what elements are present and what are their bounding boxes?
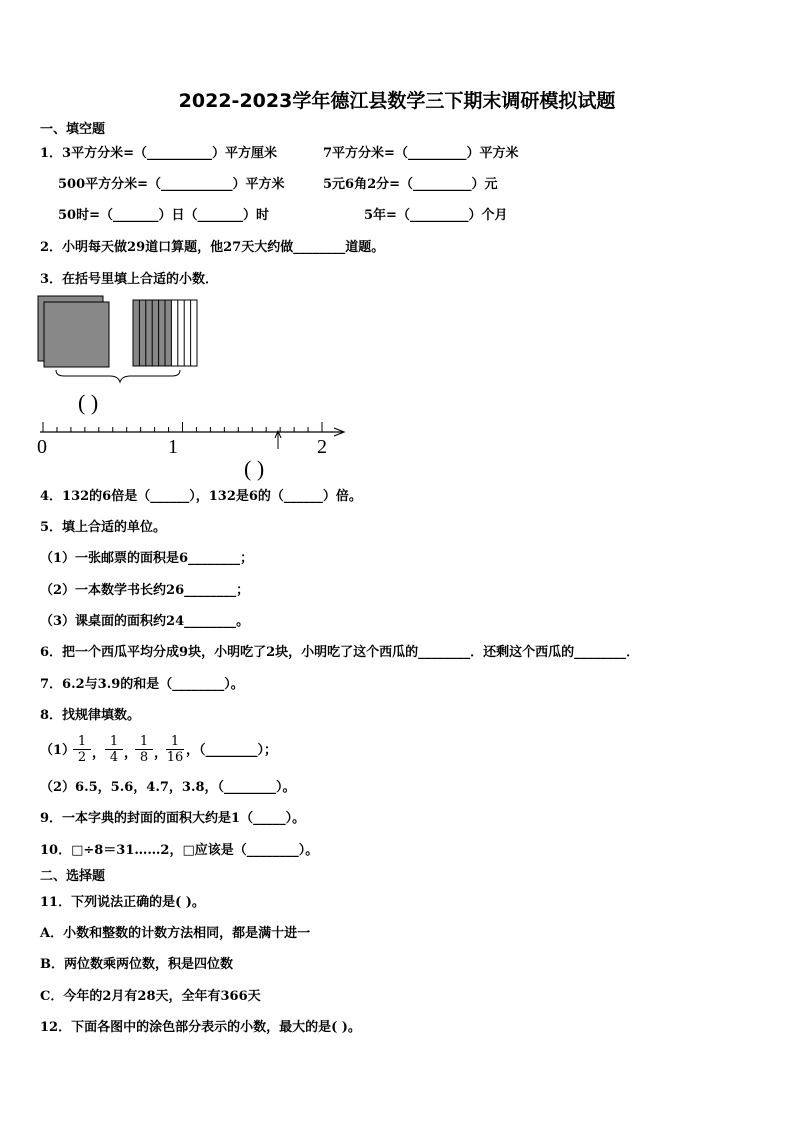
comma: ， bbox=[92, 746, 106, 761]
comma: ， bbox=[124, 746, 138, 761]
q12-text: 12．下面各图中的涂色部分表示的小数，最大的是( )。 bbox=[40, 1020, 361, 1035]
q5-text: 5．填上合适的单位。 bbox=[40, 520, 167, 535]
q11-text: 11．下列说法正确的是( )。 bbox=[40, 895, 205, 910]
q5-part-2: （2）一本数学书长约26________； bbox=[40, 583, 250, 598]
q1-line-b: 7平方分米=（_________）平方米 bbox=[323, 146, 519, 161]
axis-label-0: 0 bbox=[37, 436, 47, 458]
q1-line-c: 500平方分米=（___________）平方米 bbox=[58, 177, 285, 192]
q3-figure bbox=[30, 292, 350, 484]
q7-text: 7．6.2与3.9的和是（________）。 bbox=[40, 677, 244, 692]
fraction-1-16: $\frac{1}{16}$ bbox=[166, 734, 184, 765]
section-choice-title: 二、选择题 bbox=[40, 869, 106, 884]
fraction-1-4: $\frac{1}{4}$ bbox=[105, 734, 123, 765]
q11-option-c: C．今年的2月有28天，全年有366天 bbox=[40, 989, 261, 1004]
q1-line-e: 50时=（_______）日（_______）时 bbox=[58, 208, 269, 223]
q1-line-a: 1．3平方分米=（__________）平方厘米 bbox=[40, 146, 277, 161]
q8-part-1-prefix: （1） bbox=[40, 743, 76, 758]
q3-paren-top: ( ) bbox=[78, 390, 99, 415]
q2-text: 2．小明每天做29道口算题，他27天大约做________道题。 bbox=[40, 240, 385, 255]
fraction-1-8: $\frac{1}{8}$ bbox=[135, 734, 153, 765]
q8-text: 8．找规律填数。 bbox=[40, 708, 141, 723]
section-fill-in-title: 一、填空题 bbox=[40, 122, 106, 137]
q8-part-2: （2）6.5，5.6，4.7，3.8，（________）。 bbox=[40, 780, 296, 795]
axis-label-1: 1 bbox=[168, 436, 178, 458]
q9-text: 9．一本字典的封面的面积大约是1（_____）。 bbox=[40, 811, 306, 826]
q10-text: 10．□÷8＝31……2，□应该是（________）。 bbox=[40, 843, 319, 858]
fraction-1-2: $\frac{1}{2}$ bbox=[73, 734, 91, 765]
q3-text: 3．在括号里填上合适的小数． bbox=[40, 272, 219, 287]
q11-option-b: B．两位数乘两位数，积是四位数 bbox=[40, 957, 233, 972]
page-title: 2022-2023学年德江县数学三下期末调研模拟试题 bbox=[178, 90, 616, 112]
q1-line-f: 5年=（_________）个月 bbox=[364, 208, 508, 223]
curly-brace bbox=[56, 370, 180, 382]
q3-paren-bottom: ( ) bbox=[244, 456, 265, 481]
q8-part-1-suffix: ，（________）； bbox=[186, 743, 278, 758]
q11-option-a: A．小数和整数的计数方法相同，都是满十进一 bbox=[40, 926, 311, 941]
comma: ， bbox=[154, 746, 168, 761]
axis-label-2: 2 bbox=[317, 436, 327, 458]
q4-text: 4．132的6倍是（______），132是6的（______）倍。 bbox=[40, 489, 362, 504]
square-front bbox=[44, 302, 109, 367]
number-line-ticks bbox=[43, 422, 322, 432]
q5-part-1: （1）一张邮票的面积是6________； bbox=[40, 551, 254, 566]
q5-part-3: （3）课桌面的面积约24________。 bbox=[40, 614, 250, 629]
tenths-square bbox=[133, 300, 197, 366]
q1-line-d: 5元6角2分=（_________）元 bbox=[323, 177, 498, 192]
q6-text: 6．把一个西瓜平均分成9块，小明吃了2块，小明吃了这个西瓜的________．还剩这个西瓜的________． bbox=[40, 645, 640, 660]
